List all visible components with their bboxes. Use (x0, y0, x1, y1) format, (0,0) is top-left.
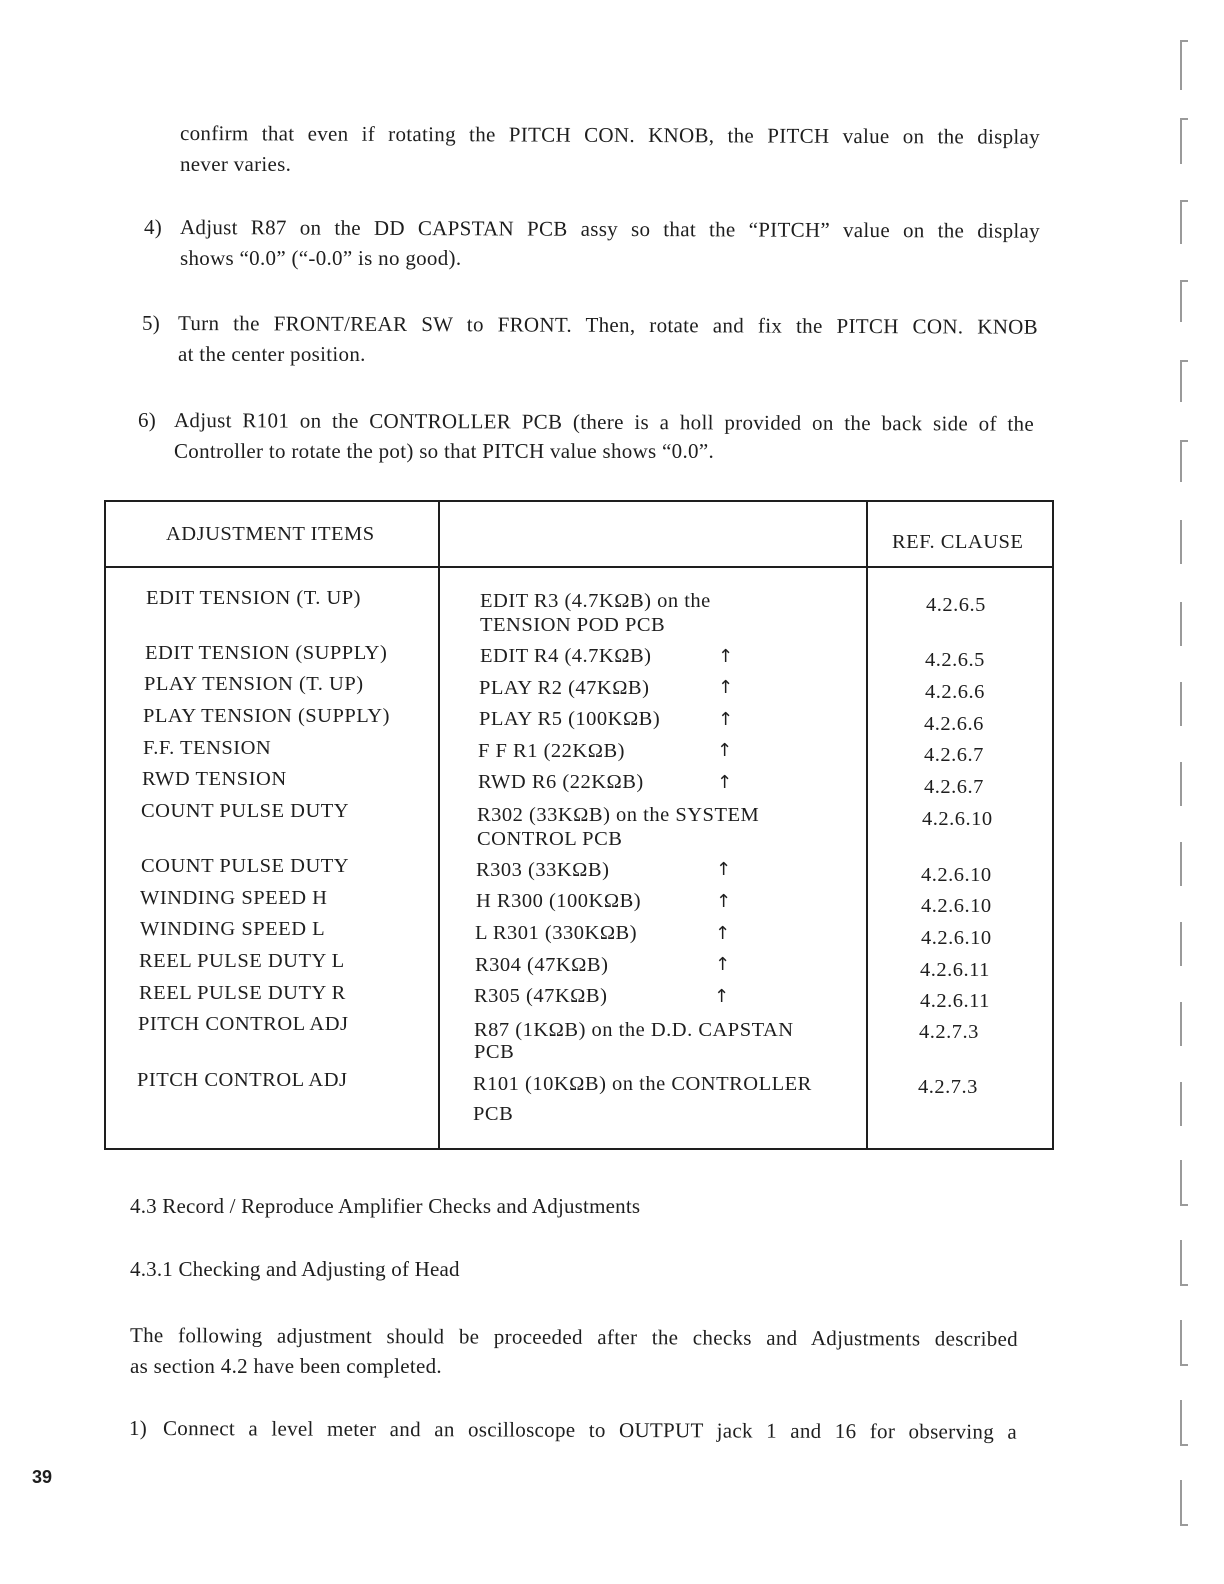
table-row-item: PLAY TENSION (T. UP) (144, 673, 364, 695)
step-line-1: Adjust R87 on the DD CAPSTAN PCB assy so that the “PITCH” value on the display (179, 215, 1041, 243)
table-row-item: WINDING SPEED H (140, 887, 328, 909)
table-row-adjust: EDIT R4 (4.7KΩB) (480, 645, 652, 667)
binding-edge-marks (1170, 30, 1210, 1550)
table-row-item: EDIT TENSION (SUPPLY) (145, 642, 388, 664)
table-row-adjust: L R301 (330KΩB) (475, 922, 638, 944)
table-row-item: COUNT PULSE DUTY (141, 800, 350, 822)
step-line-1: Connect a level meter and an oscilloscope to OUTPUT jack 1 and 16 for observing a (162, 1416, 1018, 1444)
intro-paragraph (180, 118, 1040, 180)
table-row-adjust: R305 (47KΩB) (474, 985, 608, 1007)
table-row-item: PITCH CONTROL ADJ (138, 1013, 349, 1035)
header-ref-clause: REF. CLAUSE (892, 531, 1024, 553)
table-row-ref: 4.2.6.5 (925, 649, 985, 671)
step-number: 6) (138, 408, 157, 432)
step-1 (129, 1413, 1018, 1444)
step-5 (142, 308, 1039, 370)
intro-line-2: never varies. (180, 152, 292, 176)
adjustment-table (104, 500, 1054, 1150)
table-row-item: F.F. TENSION (143, 737, 272, 759)
same-as-above-arrow-icon: ↑ (718, 646, 734, 667)
step-line-1: Adjust R101 on the CONTROLLER PCB (there is a holl provided on the back side of the (173, 408, 1035, 436)
table-row-adjust-line-2: PCB (473, 1103, 514, 1125)
body-line-2: as section 4.2 have been completed. (130, 1354, 442, 1378)
same-as-above-arrow-icon: ↑ (716, 891, 732, 912)
table-row-adjust: R304 (47KΩB) (475, 954, 609, 976)
step-number: 4) (144, 215, 163, 239)
table-row-ref: 4.2.6.6 (924, 713, 984, 735)
table-row-ref: 4.2.6.10 (922, 808, 993, 830)
same-as-above-arrow-icon: ↑ (715, 954, 731, 975)
same-as-above-arrow-icon: ↑ (718, 709, 734, 730)
table-row-ref: 4.2.6.5 (926, 594, 986, 616)
table-row-ref: 4.2.6.10 (921, 864, 992, 886)
table-row-item: EDIT TENSION (T. UP) (146, 587, 361, 609)
table-row-ref: 4.2.6.10 (921, 927, 992, 949)
page-number: 39 (32, 1467, 53, 1487)
table-row-ref: 4.2.7.3 (918, 1076, 978, 1098)
intro-line-1: confirm that even if rotating the PITCH CON. KNOB, the PITCH value on the display (179, 121, 1041, 149)
table-divider-col-1 (438, 502, 440, 1148)
table-row-adjust: R302 (33KΩB) on the SYSTEM (477, 804, 760, 826)
table-divider-col-2 (866, 502, 868, 1148)
table-row-adjust: H R300 (100KΩB) (476, 890, 642, 912)
table-row-item: RWD TENSION (142, 768, 287, 790)
same-as-above-arrow-icon: ↑ (718, 677, 734, 698)
table-row-ref: 4.2.7.3 (919, 1021, 979, 1043)
table-row-item: COUNT PULSE DUTY (141, 855, 350, 877)
table-row-ref: 4.2.6.11 (920, 959, 990, 981)
table-row-ref: 4.2.6.10 (921, 895, 992, 917)
table-row-adjust-line-2: PCB (474, 1041, 515, 1063)
table-row-ref: 4.2.6.7 (924, 744, 984, 766)
table-row-adjust-line-2: TENSION POD PCB (480, 614, 666, 636)
same-as-above-arrow-icon: ↑ (717, 772, 733, 793)
table-row-ref: 4.2.6.11 (920, 990, 990, 1012)
table-row-adjust: F F R1 (22KΩB) (478, 740, 625, 762)
table-row-adjust-line-2: CONTROL PCB (477, 828, 623, 850)
header-adjustment-items: ADJUSTMENT ITEMS (166, 523, 375, 545)
table-row-adjust: PLAY R5 (100KΩB) (479, 708, 661, 730)
step-line-2: Controller to rotate the pot) so that PITCH value shows “0.0”. (174, 439, 715, 463)
table-row-adjust: R303 (33KΩB) (476, 859, 610, 881)
same-as-above-arrow-icon: ↑ (715, 923, 731, 944)
step-line-1: Turn the FRONT/REAR SW to FRONT. Then, rotate and fix the PITCH CON. KNOB (177, 311, 1039, 339)
table-row-item: REEL PULSE DUTY R (139, 982, 346, 1004)
same-as-above-arrow-icon: ↑ (714, 986, 730, 1007)
step-number: 1) (129, 1416, 148, 1440)
table-row-ref: 4.2.6.6 (925, 681, 985, 703)
step-4 (144, 212, 1041, 274)
table-row-item: WINDING SPEED L (140, 918, 326, 940)
table-header-divider (106, 566, 1052, 568)
step-line-2: at the center position. (178, 342, 366, 366)
table-row-item: PITCH CONTROL ADJ (137, 1069, 348, 1091)
table-row-adjust: R87 (1KΩB) on the D.D. CAPSTAN (474, 1019, 794, 1041)
step-line-2: shows “0.0” (“-0.0” is no good). (180, 246, 462, 270)
table-row-adjust: EDIT R3 (4.7KΩB) on the (480, 590, 711, 612)
table-row-ref: 4.2.6.7 (924, 776, 984, 798)
same-as-above-arrow-icon: ↑ (716, 859, 732, 880)
step-6 (138, 405, 1035, 467)
table-row-adjust: PLAY R2 (47KΩB) (479, 677, 650, 699)
body-paragraph (130, 1320, 1018, 1382)
table-row-adjust: R101 (10KΩB) on the CONTROLLER (473, 1073, 812, 1095)
table-row-item: REEL PULSE DUTY L (139, 950, 345, 972)
table-row-item: PLAY TENSION (SUPPLY) (143, 705, 390, 727)
step-number: 5) (142, 311, 161, 335)
section-heading-4-3: 4.3 Record / Reproduce Amplifier Checks and Adjustments (130, 1194, 641, 1218)
same-as-above-arrow-icon: ↑ (717, 740, 733, 761)
body-line-1: The following adjustment should be proceeded after the checks and Adjustments described (129, 1323, 1019, 1351)
section-heading-4-3-1: 4.3.1 Checking and Adjusting of Head (130, 1257, 460, 1281)
table-row-adjust: RWD R6 (22KΩB) (478, 771, 644, 793)
